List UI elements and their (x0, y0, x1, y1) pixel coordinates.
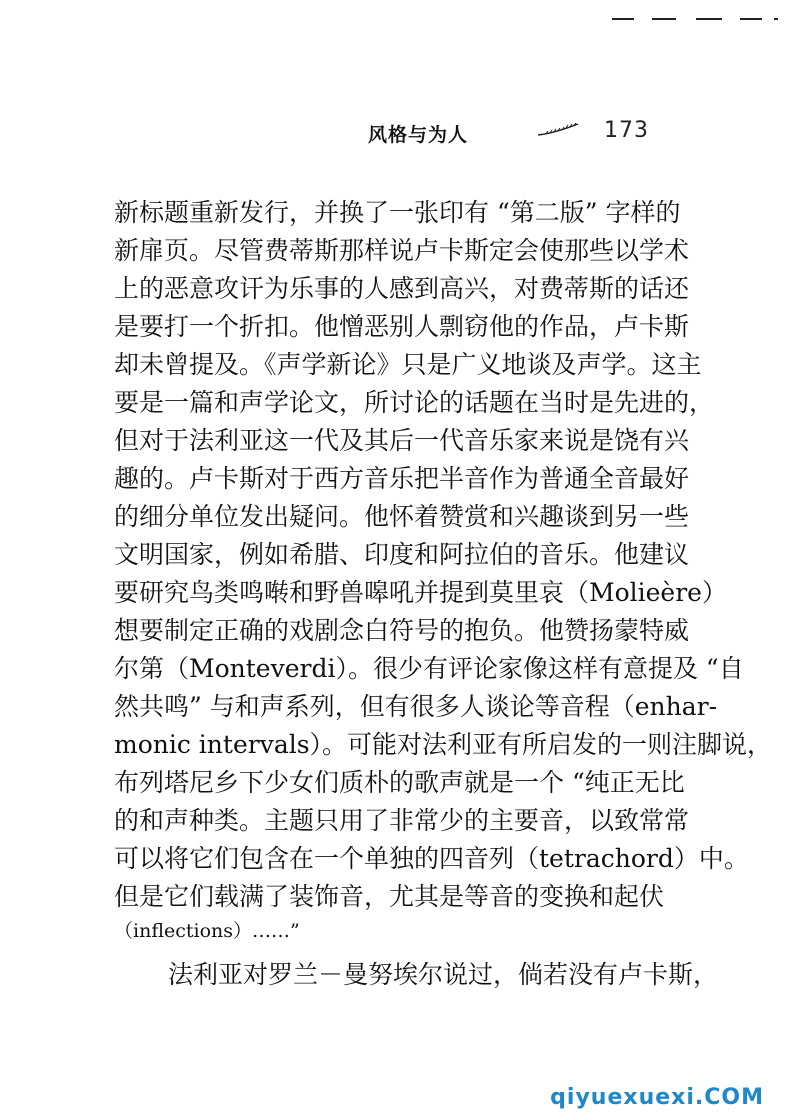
text-line: （inflections）……” (114, 920, 300, 942)
text-line: 新标题重新发行，并换了一张印有 “第二版” 字样的 (114, 198, 681, 227)
text-line: 是要打一个折扣。他憎恶别人剽窃他的作品，卢卡斯 (114, 312, 690, 341)
text-line: 可以将它们包含在一个单独的四音列（tetrachord）中。 (114, 844, 749, 873)
text-line: 但是它们载满了装饰音，尤其是等音的变换和起伏 (114, 882, 665, 911)
dash-mark (696, 18, 722, 20)
site-watermark: qiyuexuexi.COM (550, 1085, 764, 1110)
text-line: 的细分单位发出疑问。他怀着赞赏和兴趣谈到另一些 (114, 502, 690, 531)
text-line: 法利亚对罗兰－曼努埃尔说过，倘若没有卢卡斯， (168, 960, 719, 989)
text-line: 却未曾提及。《声学新论》只是广义地谈及声学。这主 (114, 350, 702, 379)
running-header (368, 118, 668, 148)
text-line: 布列塔尼乡下少女们质朴的歌声就是一个 “纯正无比 (114, 768, 685, 797)
text-line: 趣的。卢卡斯对于西方音乐把半音作为普通全音最好 (114, 464, 690, 493)
text-line: 尔第（Monteverdi）。很少有评论家像这样有意提及 “自 (114, 654, 744, 683)
top-edge-dashes (612, 14, 782, 24)
text-line: 想要制定正确的戏剧念白符号的抱负。他赞扬蒙特威 (114, 616, 690, 645)
dash-mark (652, 18, 676, 20)
dash-mark (774, 18, 778, 20)
dash-mark (740, 18, 762, 20)
text-line: 要是一篇和声学论文，所讨论的话题在当时是先进的， (114, 388, 715, 417)
page-number: 173 (604, 118, 649, 143)
text-line: 的和声种类。主题只用了非常少的主要音，以致常常 (114, 806, 690, 835)
dash-mark (612, 18, 634, 20)
text-line: 但对于法利亚这一代及其后一代音乐家来说是饶有兴 (114, 426, 690, 455)
text-line: 新扉页。尽管费蒂斯那样说卢卡斯定会使那些以学术 (114, 236, 690, 265)
text-line: 要研究鸟类鸣啭和野兽嗥吼并提到莫里哀（Molieère） (114, 578, 727, 607)
text-line: 上的恶意攻讦为乐事的人感到高兴，对费蒂斯的话还 (114, 274, 690, 303)
text-line: 然共鸣” 与和声系列，但有很多人谈论等音程（enhar- (114, 692, 718, 721)
chapter-title: 风格与为人 (368, 124, 469, 146)
text-line: monic intervals）。可能对法利亚有所启发的一则注脚说， (114, 730, 773, 759)
text-line: 文明国家，例如希腊、印度和阿拉伯的音乐。他建议 (114, 540, 690, 569)
feather-ornament-icon (536, 122, 580, 138)
